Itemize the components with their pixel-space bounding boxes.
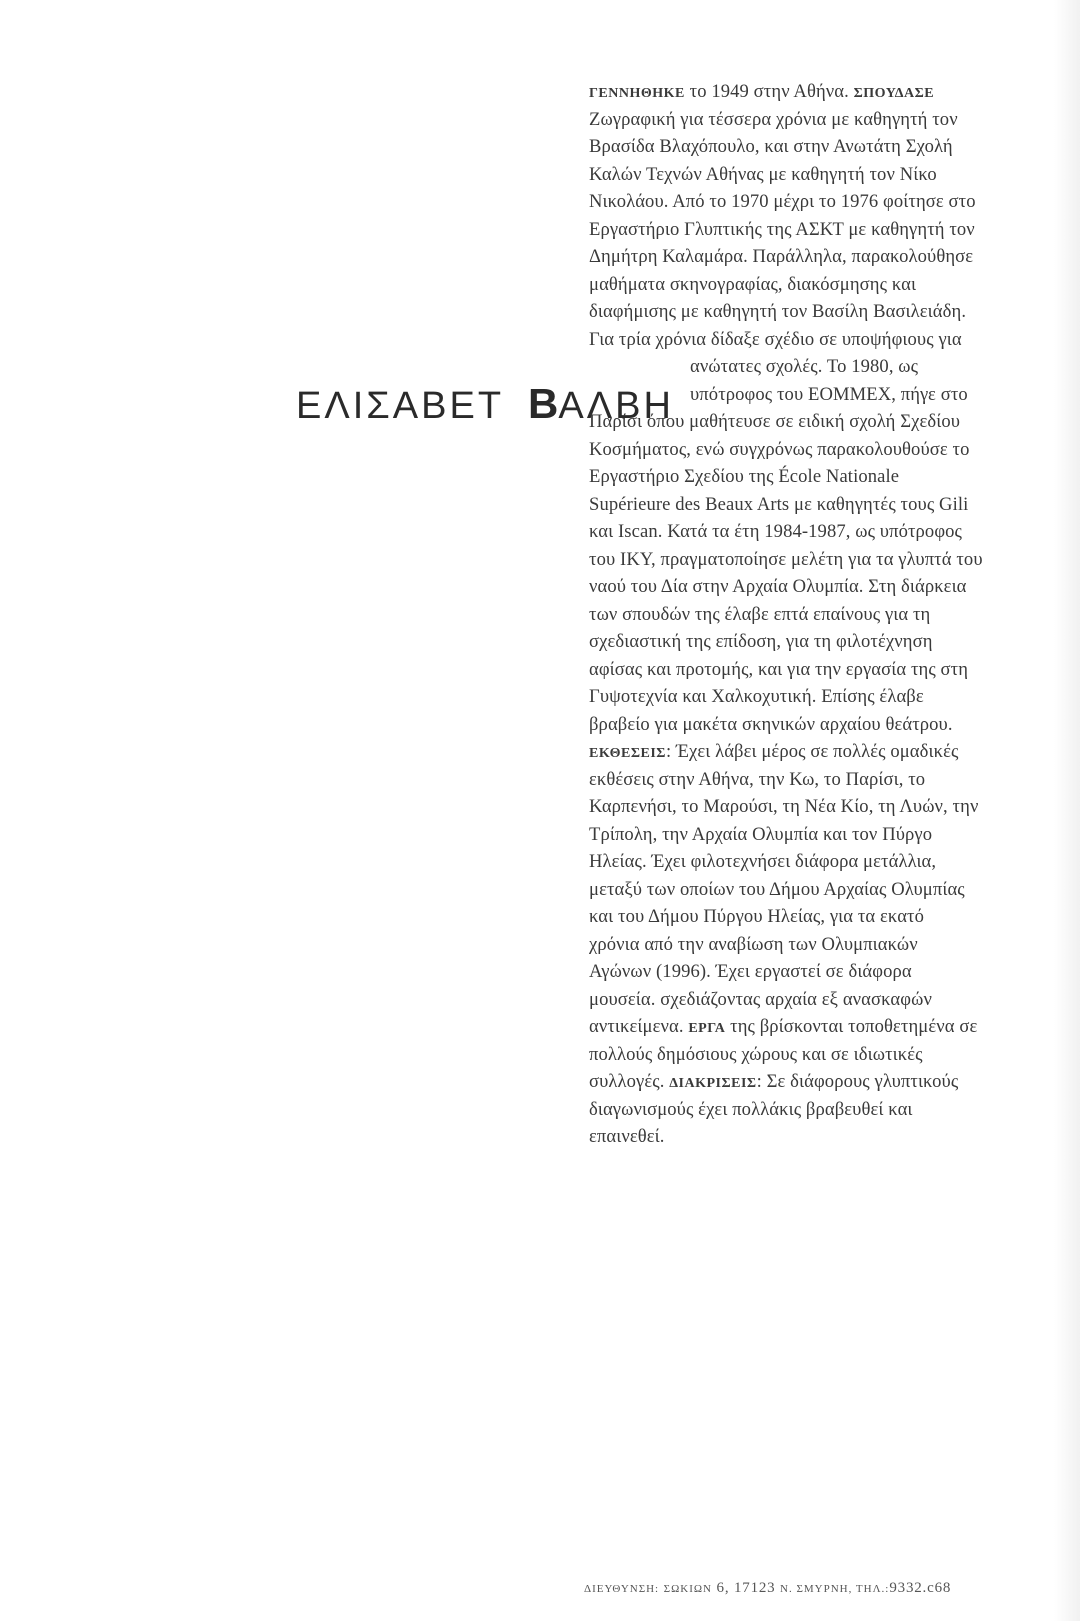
bio-line: εκθέσεις στην Αθήνα, την Κω, το Παρίσι, το: [589, 768, 926, 790]
bio-line: Τρίπολη, την Αρχαία Ολυμπία και τον Πύργο: [589, 823, 933, 845]
bio-line: διαγωνισμούς έχει πολλάκις βραβευθεί και: [589, 1098, 913, 1120]
bio-line: συλλογές. ΔΙΑΚΡΙΣΕΙΣ: Σε διάφορους γλυπτικούς: [589, 1071, 959, 1092]
address-postcode: 17123: [733, 1580, 776, 1596]
heading-exhibitions: ΕΚΘΕΣΕΙΣ: [589, 746, 666, 761]
bio-line: αφίσας και προτομής, και για την εργασία της στη: [589, 658, 969, 680]
biography-text: [589, 78, 1059, 1151]
heading-born: ΓΕΝΝΗΘΗΚΕ: [589, 86, 685, 101]
bio-line: Για τρία χρόνια δίδαξε σχέδιο σε υποψήφιους για: [589, 328, 962, 350]
bio-line: αντικείμενα. ΕΡΓΑ της βρίσκονται τοποθετημένα σε: [589, 1016, 978, 1037]
bio-line: Δημήτρη Καλαμάρα. Παράλληλα, παρακολούθησε: [589, 246, 974, 267]
bio-line: πολλούς δημόσιους χώρους και σε ιδιωτικές: [589, 1043, 923, 1065]
bio-line: μουσεία. σχεδιάζοντας αρχαία εξ ανασκαφών: [589, 988, 932, 1010]
bio-line: Κοσμήματος, ενώ συγχρόνως παρακολουθούσε το: [589, 438, 970, 460]
address-phone: 9332.c68: [889, 1580, 952, 1596]
artist-last-name-initial: Β: [528, 380, 559, 427]
bio-line: ναού του Δία στην Αρχαία Ολυμπία. Στη διάρκεια: [589, 576, 967, 597]
address-area-phone-label: Ν. ΣΜΥΡΝΗ, ΤΗΛ.:: [780, 1583, 890, 1595]
bio-line: βραβείο για μακέτα σκηνικών αρχαίου θεάτρου.: [589, 713, 953, 735]
address-label: ΔΙΕΥΘΥΝΣΗ:: [584, 1583, 660, 1595]
bio-line: και του Δήμου Πύργου Ηλείας, για τα εκατό: [589, 906, 925, 927]
artist-first-name: ΕΛΙΣΑΒΕΤ: [296, 385, 505, 427]
bio-line: Καρπενήσι, το Μαρούσι, τη Νέα Κίο, τη Λυών, την: [589, 796, 979, 817]
bio-line: Βρασίδα Βλαχόπουλο, και στην Ανωτάτη Σχολή: [589, 136, 953, 157]
bio-line: των σπουδών της έλαβε επτά επαίνους για τη: [589, 603, 931, 625]
address-footer: [584, 1580, 951, 1597]
bio-line: μαθήματα σκηνογραφίας, διακόσμησης και: [589, 273, 917, 295]
bio-line: Αγώνων (1996). Έχει εργαστεί σε διάφορα: [589, 961, 912, 982]
bio-line: σχεδιαστική της επίδοση, για τη φιλοτέχνηση: [589, 631, 933, 652]
bio-line: Supérieure des Beaux Arts με καθηγητές τους Gili: [589, 493, 969, 515]
bio-line: διαφήμισης με καθηγητή τον Βασίλη Βασιλειάδη.: [589, 301, 967, 322]
bio-line: Εργαστήριο Γλυπτικής της ΑΣΚΤ με καθηγητή τον: [589, 218, 975, 240]
bio-line: Εργαστήριο Σχεδίου της École Nationale: [589, 466, 900, 487]
bio-line: επαινεθεί.: [589, 1126, 665, 1147]
bio-line: Ζωγραφική για τέσσερα χρόνια με καθηγητή τον: [589, 108, 958, 130]
artist-last-name-rest: ΑΛΒΗ: [558, 385, 674, 427]
bio-line: μεταξύ των οποίων του Δήμου Αρχαίας Ολυμπίας: [589, 878, 965, 900]
heading-awards: ΔΙΑΚΡΙΣΕΙΣ: [669, 1076, 757, 1091]
bio-line: ανώτατες σχολές. Το 1980, ως: [690, 356, 919, 377]
bio-line: ΕΚΘΕΣΕΙΣ: Έχει λάβει μέρος σε πολλές ομαδικές: [589, 741, 959, 762]
bio-line: Καλών Τεχνών Αθήνας με καθηγητή τον Νίκο: [589, 163, 937, 185]
bio-line: Ηλείας. Έχει φιλοτεχνήσει διάφορα μετάλλια,: [589, 851, 937, 872]
bio-line: υπότροφος του ΕΟΜΜΕΧ, πήγε στο: [690, 383, 968, 405]
bio-line: Γυψοτεχνία και Χαλκοχυτική. Επίσης έλαβε: [589, 686, 924, 707]
bio-line: του ΙΚΥ, πραγματοποίησε μελέτη για τα γλυπτά του: [589, 548, 983, 570]
address-street: ΣΩΚΙΩΝ: [663, 1583, 712, 1595]
bio-line: χρόνια από την αναβίωση των Ολυμπιακών: [589, 933, 918, 955]
address-number: 6,: [716, 1580, 730, 1596]
bio-line: ΓΕΝΝΗΘΗΚΕ το 1949 στην Αθήνα. ΣΠΟΥΔΑΣΕ: [589, 81, 935, 102]
heading-studies: ΣΠΟΥΔΑΣΕ: [853, 86, 935, 101]
bio-line: Παρίσι όπου μαθήτευσε σε ειδική σχολή Σχεδίου: [589, 411, 961, 432]
bio-line: Νικολάου. Από το 1970 μέχρι το 1976 φοίτησε στο: [589, 191, 976, 212]
heading-works: ΕΡΓΑ: [688, 1021, 726, 1036]
bio-line: και Iscan. Κατά τα έτη 1984-1987, ως υπότροφος: [589, 521, 963, 542]
